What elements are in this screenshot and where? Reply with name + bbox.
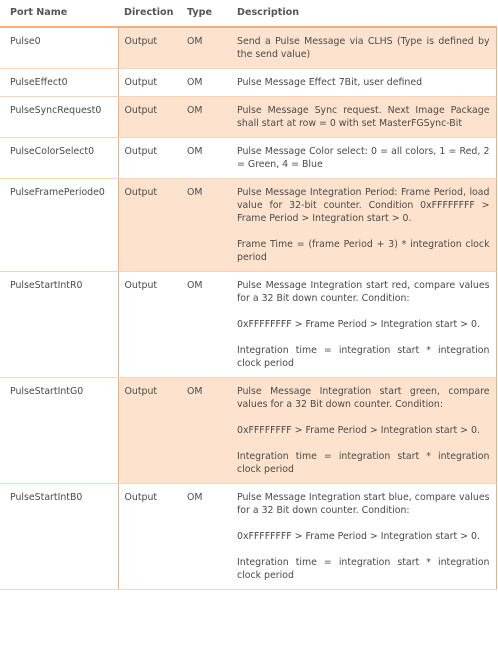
description-cell [231, 378, 496, 484]
direction-cell: Output [118, 484, 180, 590]
description-cell [231, 97, 496, 138]
table-row [0, 138, 496, 179]
type-cell: OM [180, 69, 231, 97]
table-row [0, 272, 496, 378]
type-cell: OM [180, 97, 231, 138]
description-text: Pulse Message Integration Period: Frame Period, load value for 32-bit counter. Condition 0xFFFFFFFF > Frame Period > Integration start > 0. [237, 187, 490, 224]
header-type: Type [187, 7, 213, 18]
table-row [0, 69, 496, 97]
description-cell [231, 179, 496, 272]
description-cell [231, 138, 496, 179]
description-text: Pulse Message Integration start red, compare values for a 32 Bit down counter. Condition: [237, 280, 490, 304]
header-port-name: Port Name [10, 7, 68, 18]
port-name-cell: PulseFramePeriode0 [0, 179, 118, 272]
table-row [0, 484, 496, 590]
port-name-cell: PulseEffect0 [0, 69, 118, 97]
header-row [0, 0, 496, 27]
description-text: Integration time = integration start * integration clock period [237, 451, 490, 475]
description-text: 0xFFFFFFFF > Frame Period > Integration start > 0. [237, 319, 480, 330]
table-body [0, 27, 496, 590]
description-text: Integration time = integration start * integration clock period [237, 557, 490, 581]
type-cell: OM [180, 138, 231, 179]
description-text: Integration time = integration start * integration clock period [237, 345, 490, 369]
description-text: Pulse Message Effect 7Bit, user defined [237, 77, 423, 88]
description-cell [231, 484, 496, 590]
description-text: Pulse Message Integration start green, compare values for a 32 Bit down counter. Condition: [237, 386, 490, 410]
direction-cell: Output [118, 69, 180, 97]
description-text: Pulse Message Color select: 0 = all colors, 1 = Red, 2 = Green, 4 = Blue [237, 146, 490, 170]
table-row [0, 27, 496, 69]
direction-cell: Output [118, 27, 180, 69]
type-cell: OM [180, 484, 231, 590]
description-text: Pulse Message Sync request. Next Image Package shall start at row = 0 with set MasterFGSync-Bit [237, 105, 490, 129]
port-name-cell: Pulse0 [0, 27, 118, 69]
direction-cell: Output [118, 179, 180, 272]
direction-cell: Output [118, 97, 180, 138]
table-header [0, 0, 496, 27]
description-text: 0xFFFFFFFF > Frame Period > Integration start > 0. [237, 531, 480, 542]
port-name-cell: PulseStartIntG0 [0, 378, 118, 484]
type-cell: OM [180, 378, 231, 484]
type-cell: OM [180, 27, 231, 69]
table-row [0, 378, 496, 484]
port-name-cell: PulseStartIntB0 [0, 484, 118, 590]
direction-cell: Output [118, 138, 180, 179]
port-name-cell: PulseSyncRequest0 [0, 97, 118, 138]
type-cell: OM [180, 179, 231, 272]
direction-cell: Output [118, 378, 180, 484]
description-cell [231, 27, 496, 69]
description-text: 0xFFFFFFFF > Frame Period > Integration start > 0. [237, 425, 480, 436]
description-text: Send a Pulse Message via CLHS (Type is defined by the send value) [237, 36, 490, 60]
table-row [0, 97, 496, 138]
header-direction: Direction [124, 7, 174, 18]
port-name-cell: PulseStartIntR0 [0, 272, 118, 378]
type-cell: OM [180, 272, 231, 378]
description-cell [231, 69, 496, 97]
port-name-cell: PulseColorSelect0 [0, 138, 118, 179]
table-row [0, 179, 496, 272]
description-text: Pulse Message Integration start blue, compare values for a 32 Bit down counter. Condition: [237, 492, 490, 516]
header-description: Description [237, 7, 300, 18]
direction-cell: Output [118, 272, 180, 378]
description-text: Frame Time = (frame Period + 3) * integration clock period [237, 239, 490, 263]
description-cell [231, 272, 496, 378]
